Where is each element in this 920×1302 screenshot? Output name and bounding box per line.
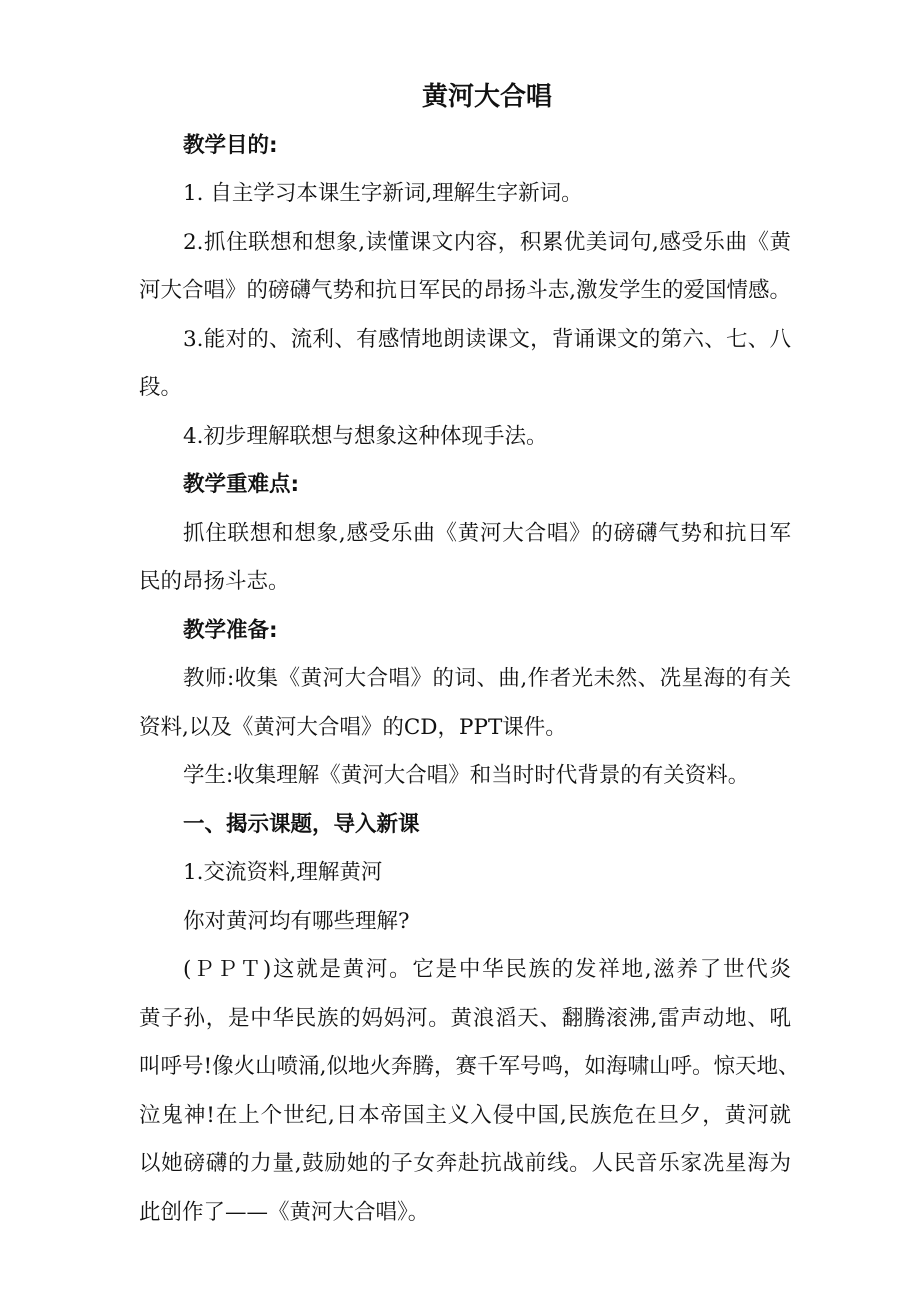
objective-1: 1. 自主学习本课生字新词,理解生字新词。 <box>183 181 583 206</box>
teacher-prep-line-1: 教师:收集《黄河大合唱》的词、曲,作者光未然、冼星海的有关 <box>183 666 791 691</box>
preparation-heading: 教学准备: <box>183 617 278 643</box>
question: 你对黄河均有哪些理解? <box>183 908 410 934</box>
objective-3-line-2: 段。 <box>139 375 183 400</box>
part1-heading: 一、揭示课题，导入新课 <box>183 811 420 837</box>
objective-2-line-1: 2.抓住联想和想象,读懂课文内容，积累优美词句,感受乐曲《黄 <box>183 229 791 255</box>
document-page <box>139 73 800 1237</box>
objectives-heading: 教学目的: <box>183 132 278 158</box>
part1-subheading: 1.交流资料,理解黄河 <box>183 860 383 885</box>
key-points-line-2: 民的昂扬斗志。 <box>139 569 290 594</box>
teacher-prep-line-2: 资料,以及《黄河大合唱》的CD，PPT课件。 <box>139 714 567 740</box>
student-prep: 学生:收集理解《黄河大合唱》和当时时代背景的有关资料。 <box>183 763 750 788</box>
ppt-paragraph-line: 以她磅礴的力量,鼓励她的子女奔赴抗战前线。人民音乐家冼星海为 <box>139 1151 791 1176</box>
document-title: 黄河大合唱 <box>421 82 552 112</box>
key-points-line-1: 抓住联想和想象,感受乐曲《黄河大合唱》的磅礴气势和抗日军 <box>183 520 791 546</box>
ppt-paragraph-line: (ＰＰＴ)这就是黄河。它是中华民族的发祥地,滋养了世代炎 <box>183 957 791 982</box>
objective-2-line-2: 河大合唱》的磅礴气势和抗日军民的昂扬斗志,激发学生的爱国情感。 <box>139 278 791 303</box>
ppt-paragraph-line: 黄子孙，是中华民族的妈妈河。黄浪滔天、翻腾滚沸,雷声动地、吼 <box>139 1005 791 1031</box>
key-points-heading: 教学重难点: <box>183 472 300 497</box>
ppt-paragraph-line: 此创作了——《黄河大合唱》。 <box>139 1199 430 1225</box>
ppt-paragraph-line: 泣鬼神!在上个世纪,日本帝国主义入侵中国,民族危在旦夕，黄河就 <box>139 1102 791 1128</box>
ppt-paragraph-line: 叫呼号!像火山喷涌,似地火奔腾，赛千军号鸣，如海啸山呼。惊天地、 <box>139 1054 800 1079</box>
objective-3-line-1: 3.能对的、流利、有感情地朗读课文，背诵课文的第六、七、八 <box>183 326 791 352</box>
objective-4: 4.初步理解联想与想象这种体现手法。 <box>183 423 548 449</box>
